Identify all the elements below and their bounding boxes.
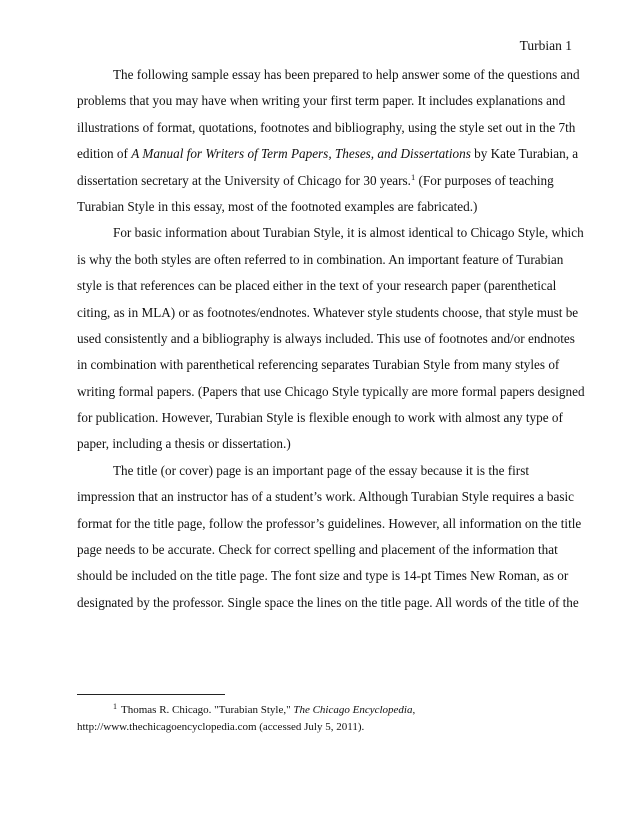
paragraph-1-line-4 [77, 141, 579, 167]
paragraph-3-line-5: should be included on the title page. The font size and type is 14-pt Times New Roman, as or [77, 568, 569, 584]
line-text: edition of [77, 146, 132, 162]
header-author: Turbian [519, 38, 562, 53]
paragraph-2-line-6: in combination with parenthetical referencing separates Turabian Style from many styles of [77, 357, 560, 373]
footnote-source-title: The Chicago Encyclopedia [293, 704, 413, 716]
line-text: by Kate Turabian, a [470, 146, 579, 162]
paragraph-1-line-2: problems that you may have when writing your first term paper. It includes explanations and [77, 93, 566, 109]
paragraph-2-line-1: For basic information about Turabian Style, it is almost identical to Chicago Style, which [113, 225, 584, 241]
paragraph-3-line-2: impression that an instructor has of a student’s work. Although Turabian Style requires a basic [77, 489, 575, 505]
header-page-number: 1 [565, 38, 572, 53]
paragraph-1-line-1: The following sample essay has been prepared to help answer some of the questions and [113, 67, 580, 82]
paragraph-3-line-4: page needs to be accurate. Check for correct spelling and placement of the information that [77, 542, 558, 558]
paragraph-1-line-6: Turabian Style in this essay, most of the footnoted examples are fabricated.) [77, 198, 478, 214]
paragraph-2-line-8: for publication. However, Turabian Style is flexible enough to work with almost any type of [77, 410, 563, 426]
running-header [520, 38, 572, 54]
paragraph-3-line-1: The title (or cover) page is an important page of the essay because it is the first [113, 462, 529, 478]
footnote-number: 1 [113, 702, 117, 711]
paragraph-2-line-9: paper, including a thesis or dissertation.) [77, 436, 291, 452]
footnote-separator [77, 694, 225, 695]
footnote-text: , [412, 704, 416, 716]
paragraph-3-line-3: format for the title page, follow the professor’s guidelines. However, all information on the title [77, 515, 582, 531]
paragraph-2-line-4: citing, as in MLA) or as footnotes/endnotes. Whatever style students choose, that style must be [77, 304, 579, 320]
essay-body [77, 62, 585, 616]
paragraph-2-line-3: style is that references can be placed either in the text of your research paper (parenthetical [77, 278, 557, 294]
footnote [77, 702, 561, 736]
paragraph-2-line-7: writing formal papers. (Papers that use Chicago Style typically are more formal papers designed [77, 383, 585, 399]
line-text: (For purposes of teaching [415, 172, 554, 188]
paragraph-3-line-6: designated by the professor. Single space the lines on the title page. All words of the title of the [77, 594, 579, 610]
footnote-text: Thomas R. Chicago. "Turabian Style," [121, 704, 294, 716]
paragraph-1-line-3: illustrations of format, quotations, footnotes and bibliography, using the style set out in the 7th [77, 119, 576, 135]
paragraph-2-line-5: used consistently and a bibliography is always included. This use of footnotes and/or endnotes [77, 330, 575, 346]
footnote-reference: 1 [410, 171, 416, 182]
paragraph-2-line-2: is why the both styles are often referred to in combination. An important feature of Turabian [77, 251, 564, 267]
book-title: A Manual for Writers of Term Papers, Theses, and Dissertations [131, 146, 471, 162]
footnote-url-line: http://www.thechicagoencyclopedia.com (accessed July 5, 2011). [77, 721, 365, 733]
footnote-line-1 [77, 702, 561, 719]
line-text: dissertation secretary at the University of Chicago for 30 years. [77, 172, 411, 188]
paragraph-1-line-5 [77, 168, 561, 194]
